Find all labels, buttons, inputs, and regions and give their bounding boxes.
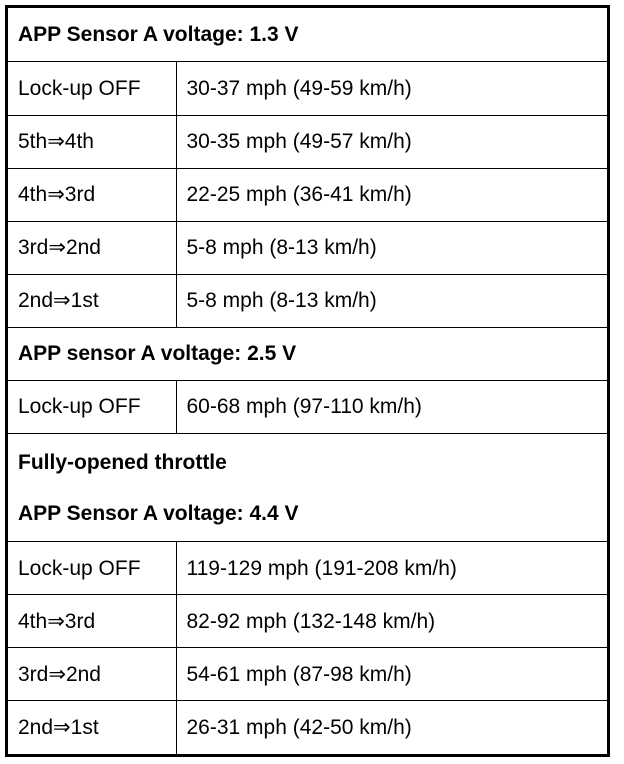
table-row	[8, 595, 607, 648]
speed-cell: 5-8 mph (8-13 km/h)	[176, 274, 607, 327]
shift-speed-table-frame	[5, 5, 610, 757]
speed-cell: 22-25 mph (36-41 km/h)	[176, 168, 607, 221]
table-row	[8, 115, 607, 168]
condition-cell: 3rd⇒2nd	[8, 648, 176, 701]
speed-cell: 30-37 mph (49-59 km/h)	[176, 61, 607, 115]
section-header	[8, 434, 607, 542]
table-row	[8, 701, 607, 754]
speed-cell: 54-61 mph (87-98 km/h)	[176, 648, 607, 701]
condition-cell: Lock-up OFF	[8, 380, 176, 433]
condition-cell: 2nd⇒1st	[8, 701, 176, 754]
speed-cell: 26-31 mph (42-50 km/h)	[176, 701, 607, 754]
condition-cell: 5th⇒4th	[8, 115, 176, 168]
speed-cell: 82-92 mph (132-148 km/h)	[176, 595, 607, 648]
shift-speed-table	[8, 8, 607, 754]
table-row	[8, 221, 607, 274]
table-row	[8, 648, 607, 701]
speed-cell: 60-68 mph (97-110 km/h)	[176, 380, 607, 433]
condition-cell: Lock-up OFF	[8, 542, 176, 595]
speed-cell: 30-35 mph (49-57 km/h)	[176, 115, 607, 168]
condition-cell: Lock-up OFF	[8, 61, 176, 115]
condition-cell: 3rd⇒2nd	[8, 221, 176, 274]
table-row	[8, 380, 607, 433]
table-row	[8, 168, 607, 221]
section-header-line: APP Sensor A voltage: 4.4 V	[18, 501, 299, 525]
table-row	[8, 274, 607, 327]
speed-cell: 5-8 mph (8-13 km/h)	[176, 221, 607, 274]
section-header: APP Sensor A voltage: 1.3 V	[8, 8, 607, 61]
section-header-row	[8, 434, 607, 542]
table-row	[8, 61, 607, 115]
condition-cell: 2nd⇒1st	[8, 274, 176, 327]
section-header: APP sensor A voltage: 2.5 V	[8, 327, 607, 380]
condition-cell: 4th⇒3rd	[8, 595, 176, 648]
section-header-line: Fully-opened throttle	[18, 450, 227, 474]
section-header-row	[8, 8, 607, 61]
condition-cell: 4th⇒3rd	[8, 168, 176, 221]
speed-cell: 119-129 mph (191-208 km/h)	[176, 542, 607, 595]
table-row	[8, 542, 607, 595]
section-header-row	[8, 327, 607, 380]
